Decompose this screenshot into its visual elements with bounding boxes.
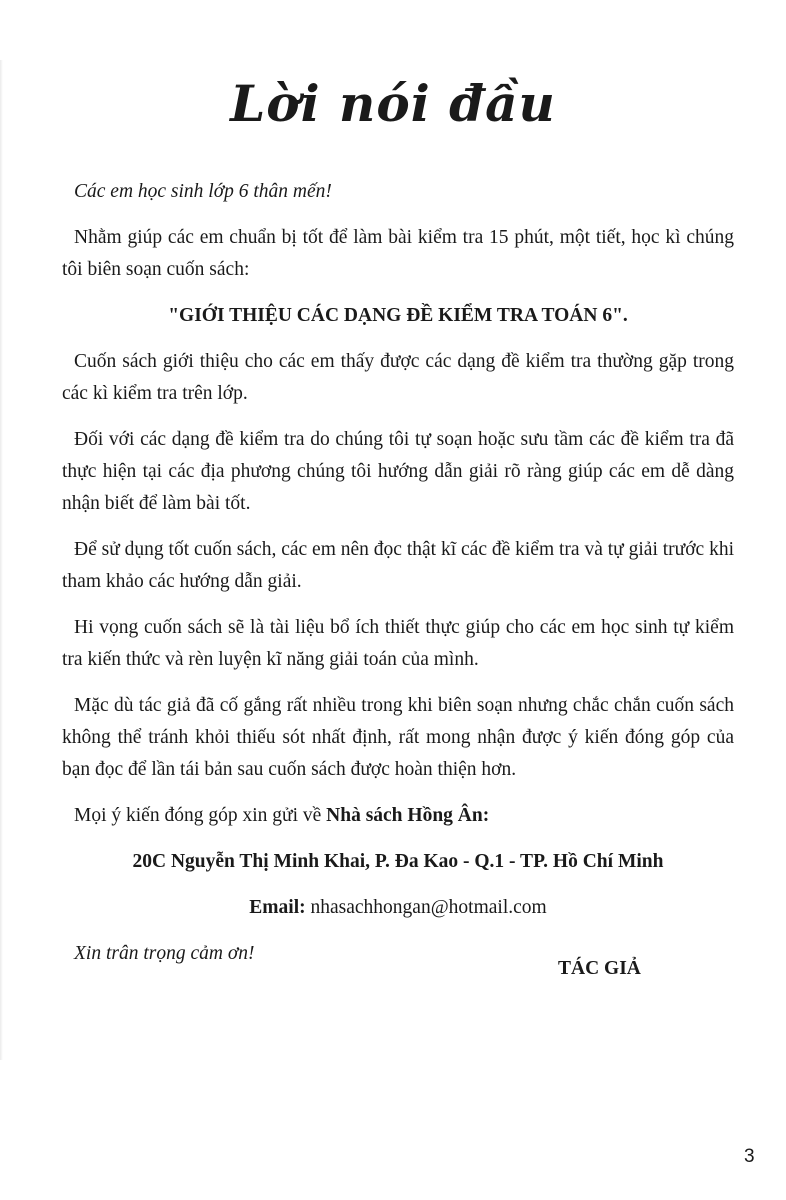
contact-line <box>62 800 734 832</box>
greeting: Các em học sinh lớp 6 thân mến! <box>74 181 332 202</box>
thanks-line: Xin trân trọng cảm ơn! <box>74 943 255 964</box>
page-title: Lời nói đầu <box>230 74 556 133</box>
publisher-address: 20C Nguyễn Thị Minh Khai, P. Đa Kao - Q.1 - TP. Hồ Chí Minh <box>132 851 664 872</box>
email-address: nhasachhongan@hotmail.com <box>305 897 547 918</box>
book-title: "GIỚI THIỆU CÁC DẠNG ĐỀ KIỂM TRA TOÁN 6". <box>168 305 628 326</box>
paragraph-5: Hi vọng cuốn sách sẽ là tài liệu bổ ích thiết thực giúp cho các em học sinh tự kiểm tra kiến thức và rèn luyện kĩ năng giải toán của mình. <box>62 617 734 670</box>
contact-prefix: Mọi ý kiến đóng góp xin gửi về <box>74 805 327 826</box>
page-number: 3 <box>744 1146 755 1167</box>
paragraph-2: Cuốn sách giới thiệu cho các em thấy được các dạng đề kiểm tra thường gặp trong các kì kiểm tra trên lớp. <box>62 351 734 404</box>
publisher-name: Nhà sách Hồng Ân: <box>326 805 490 826</box>
body-text <box>62 176 734 970</box>
paragraph-3: Đối với các dạng đề kiểm tra do chúng tôi tự soạn hoặc sưu tầm các đề kiểm tra đã thực hiện tại các địa phương chúng tôi hướng dẫn giải rõ ràng giúp các em dễ dàng nhận biết để làm bài tốt. <box>62 429 734 514</box>
email-line <box>62 892 734 924</box>
email-label: Email: <box>249 897 306 918</box>
scan-shadow <box>0 60 3 1060</box>
author-signature: TÁC GIẢ <box>558 958 641 979</box>
paragraph-intro: Nhằm giúp các em chuẩn bị tốt để làm bài kiểm tra 15 phút, một tiết, học kì chúng tôi biên soạn cuốn sách: <box>62 227 734 280</box>
paragraph-6: Mặc dù tác giả đã cố gắng rất nhiều trong khi biên soạn nhưng chắc chắn cuốn sách không thể tránh khỏi thiếu sót nhất định, rất mong nhận được ý kiến đóng góp của bạn đọc để lần tái bản sau cuốn sách được hoàn thiện hơn. <box>62 695 734 780</box>
paragraph-4: Để sử dụng tốt cuốn sách, các em nên đọc thật kĩ các đề kiểm tra và tự giải trước khi tham khảo các hướng dẫn giải. <box>62 539 734 592</box>
